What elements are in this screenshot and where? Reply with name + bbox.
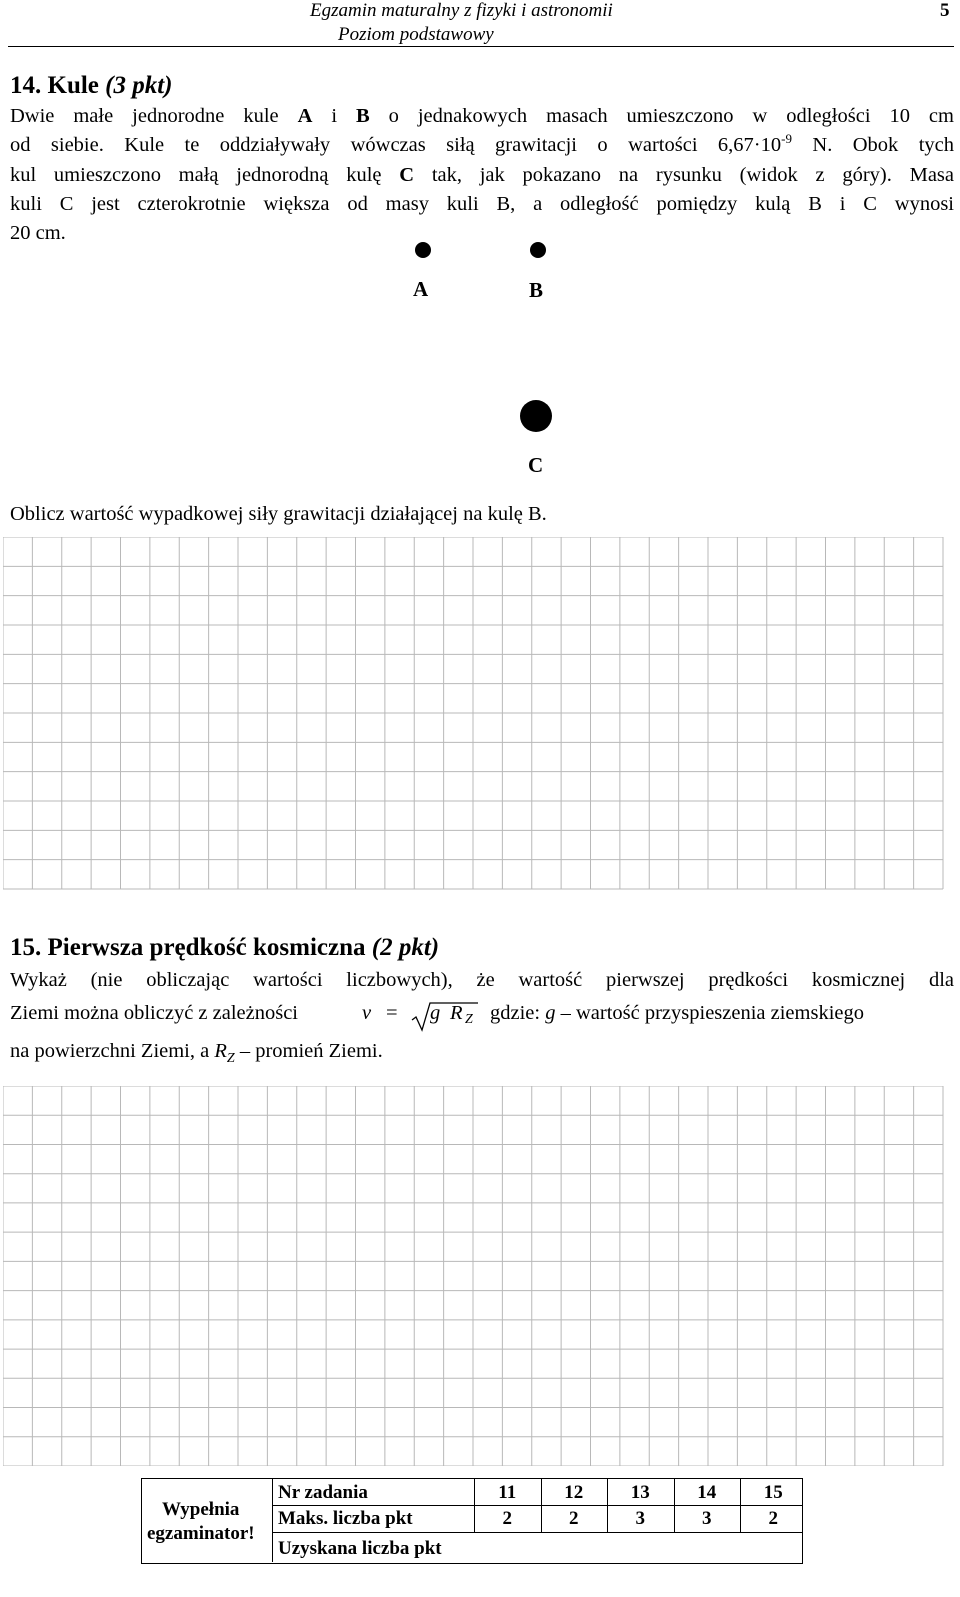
g-description: – wartość przyspieszenia ziemskiego	[555, 1002, 864, 1024]
exam-title: Egzamin maturalny z fizyki i astronomii	[310, 0, 613, 21]
task-14-title	[10, 72, 173, 100]
task-14-line-1: Dwie małe jednorodne kule A i B o jednakowych masach umieszczono w odległości 10 cm	[10, 105, 954, 127]
obtained-points-cell[interactable]	[607, 1533, 674, 1562]
bold-sphere-letter: A	[297, 105, 313, 127]
row-max-label: Maks. liczba pkt	[278, 1508, 413, 1529]
task-15-title	[10, 934, 439, 962]
formula-equals: =	[386, 1002, 398, 1024]
sphere-c	[520, 400, 552, 432]
line3-intro: na powierzchni Ziemi, a	[10, 1040, 215, 1062]
score-label-line-2: egzaminator!	[147, 1523, 255, 1544]
task-number-cell: 13	[630, 1482, 650, 1503]
obtained-points-cell[interactable]	[740, 1533, 807, 1562]
task-14-text	[10, 102, 954, 248]
header-rule	[8, 46, 954, 47]
max-points-cell: 3	[702, 1508, 712, 1529]
label-c: C	[528, 453, 544, 477]
page-number: 5	[940, 0, 950, 21]
r-symbol: R	[214, 1040, 227, 1062]
sphere-b	[530, 242, 546, 258]
exam-level: Poziom podstawowy	[338, 24, 494, 45]
task-14-line-2: od siebie. Kule te oddziaływały wówczas siłą grawitacji o wartości $6,67\cdot 10^{-9}$ N. Obok tych	[10, 131, 955, 156]
r-subscript: Z	[226, 1051, 235, 1066]
obtained-points-cell[interactable]	[541, 1533, 608, 1562]
task-14-line-4: kuli C jest czterokrotnie większa od masy kuli B, a odległość pomiędzy kulą B i C wynosi	[10, 193, 954, 215]
max-points-cell: 2	[502, 1508, 512, 1529]
task-number-cell: 15	[763, 1482, 783, 1503]
task-14-points: (3 pkt)	[105, 72, 173, 99]
formula-r: R	[450, 1002, 463, 1024]
bold-sphere-letter: B	[356, 105, 370, 127]
row-obtained-label: Uzyskana liczba pkt	[278, 1538, 442, 1559]
task-number-cell: 14	[697, 1482, 717, 1503]
formula-explanation	[490, 1002, 864, 1025]
task-15-line-1: Wykaż (nie obliczając wartości liczbowych), że wartość pierwszej prędkości kosmicznej dla	[10, 969, 954, 991]
obtained-points-cell[interactable]	[674, 1533, 741, 1562]
spheres-diagram	[0, 230, 960, 490]
label-b: B	[529, 278, 544, 302]
task-14-question: Oblicz wartość wypadkowej siły grawitacji działającej na kulę B.	[10, 503, 547, 525]
task-15-points: (2 pkt)	[371, 934, 440, 961]
formula-v: v	[362, 1002, 372, 1024]
score-table	[141, 1478, 803, 1564]
formula-g: g	[430, 1002, 441, 1024]
task-14-line-3: kul umieszczono małą jednorodną kulę C tak, jak pokazano na rysunku (widok z góry). Masa	[10, 164, 954, 186]
label-a: A	[413, 277, 429, 301]
sphere-a	[415, 242, 431, 258]
obtained-points-cell[interactable]	[474, 1533, 541, 1562]
exponent: -9	[781, 131, 792, 146]
formula-intro: Ziemi można obliczyć z zależności	[10, 1002, 299, 1024]
row-task-label: Nr zadania	[278, 1482, 368, 1503]
task-15-line-3	[10, 1040, 383, 1066]
task-15-formula-line	[10, 1000, 954, 1034]
score-label-line-1: Wypełnia	[162, 1499, 240, 1520]
answer-grid-15[interactable]	[3, 1086, 944, 1466]
max-points-cell: 2	[768, 1508, 778, 1529]
max-points-cell: 3	[635, 1508, 645, 1529]
max-points-cell: 2	[569, 1508, 579, 1529]
task-15-heading: 15. Pierwsza prędkość kosmiczna	[10, 934, 366, 961]
task-number-cell: 12	[564, 1482, 584, 1503]
answer-grid-14[interactable]	[3, 537, 944, 890]
task-14-heading: 14. Kule	[10, 72, 99, 99]
task-number-cell: 11	[498, 1482, 517, 1503]
score-table-label-cell	[142, 1479, 273, 1562]
r-description: – promień Ziemi.	[234, 1040, 383, 1062]
formula-r-subscript: Z	[465, 1012, 473, 1027]
g-symbol: g	[545, 1002, 556, 1024]
task-15-text	[10, 966, 954, 995]
bold-sphere-letter: C	[399, 164, 415, 186]
page-header	[0, 0, 960, 46]
gdzie-label: gdzie:	[490, 1002, 546, 1024]
task-14-line-5: 20 cm.	[10, 222, 66, 244]
